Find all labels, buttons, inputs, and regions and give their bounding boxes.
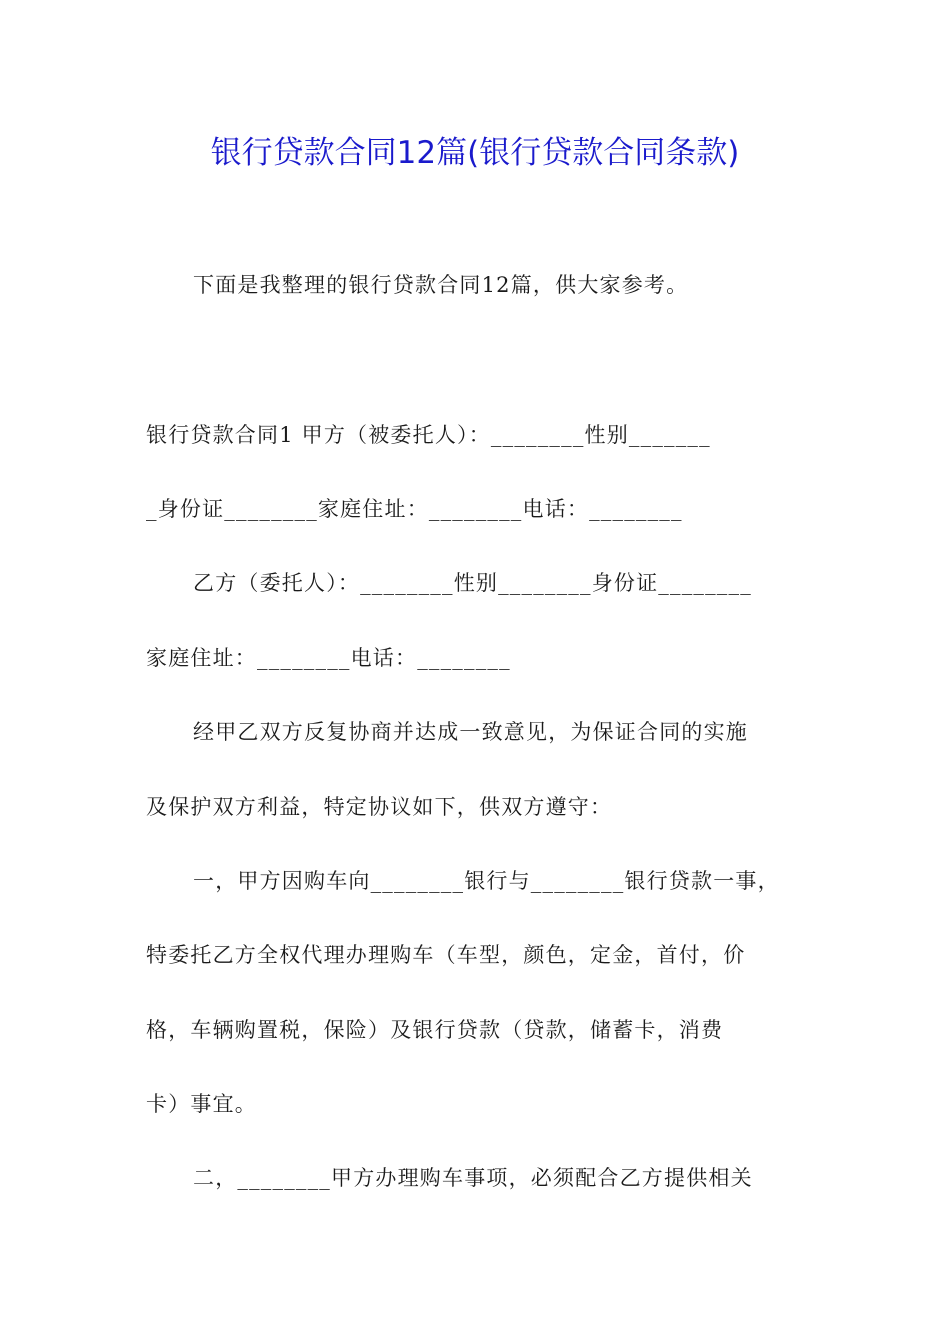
document-title: 银行贷款合同12篇(银行贷款合同条款) (210, 135, 740, 171)
body-line: 家庭住址：________电话：________ (146, 646, 511, 670)
intro-paragraph: 下面是我整理的银行贷款合同12篇，供大家参考。 (193, 273, 689, 297)
body-line: 卡）事宜。 (146, 1092, 257, 1116)
body-line: 乙方（委托人）：________性别________身份证________ (193, 571, 752, 595)
body-line: 二，________甲方办理购车事项，必须配合乙方提供相关 (193, 1166, 753, 1190)
body-line: 一，甲方因购车向________银行与________银行贷款一事， (193, 869, 780, 893)
body-line: 格，车辆购置税，保险）及银行贷款（贷款，储蓄卡，消费 (146, 1018, 724, 1042)
body-line: 及保护双方利益，特定协议如下，供双方遵守： (146, 795, 613, 819)
body-line: 特委托乙方全权代理办理购车（车型，颜色，定金，首付，价 (146, 943, 746, 967)
body-line: 银行贷款合同1 甲方（被委托人）：________性别_______ (146, 423, 711, 447)
body-line: 经甲乙双方反复协商并达成一致意见，为保证合同的实施 (193, 720, 748, 744)
body-line: _身份证________家庭住址：________电话：________ (146, 497, 683, 521)
